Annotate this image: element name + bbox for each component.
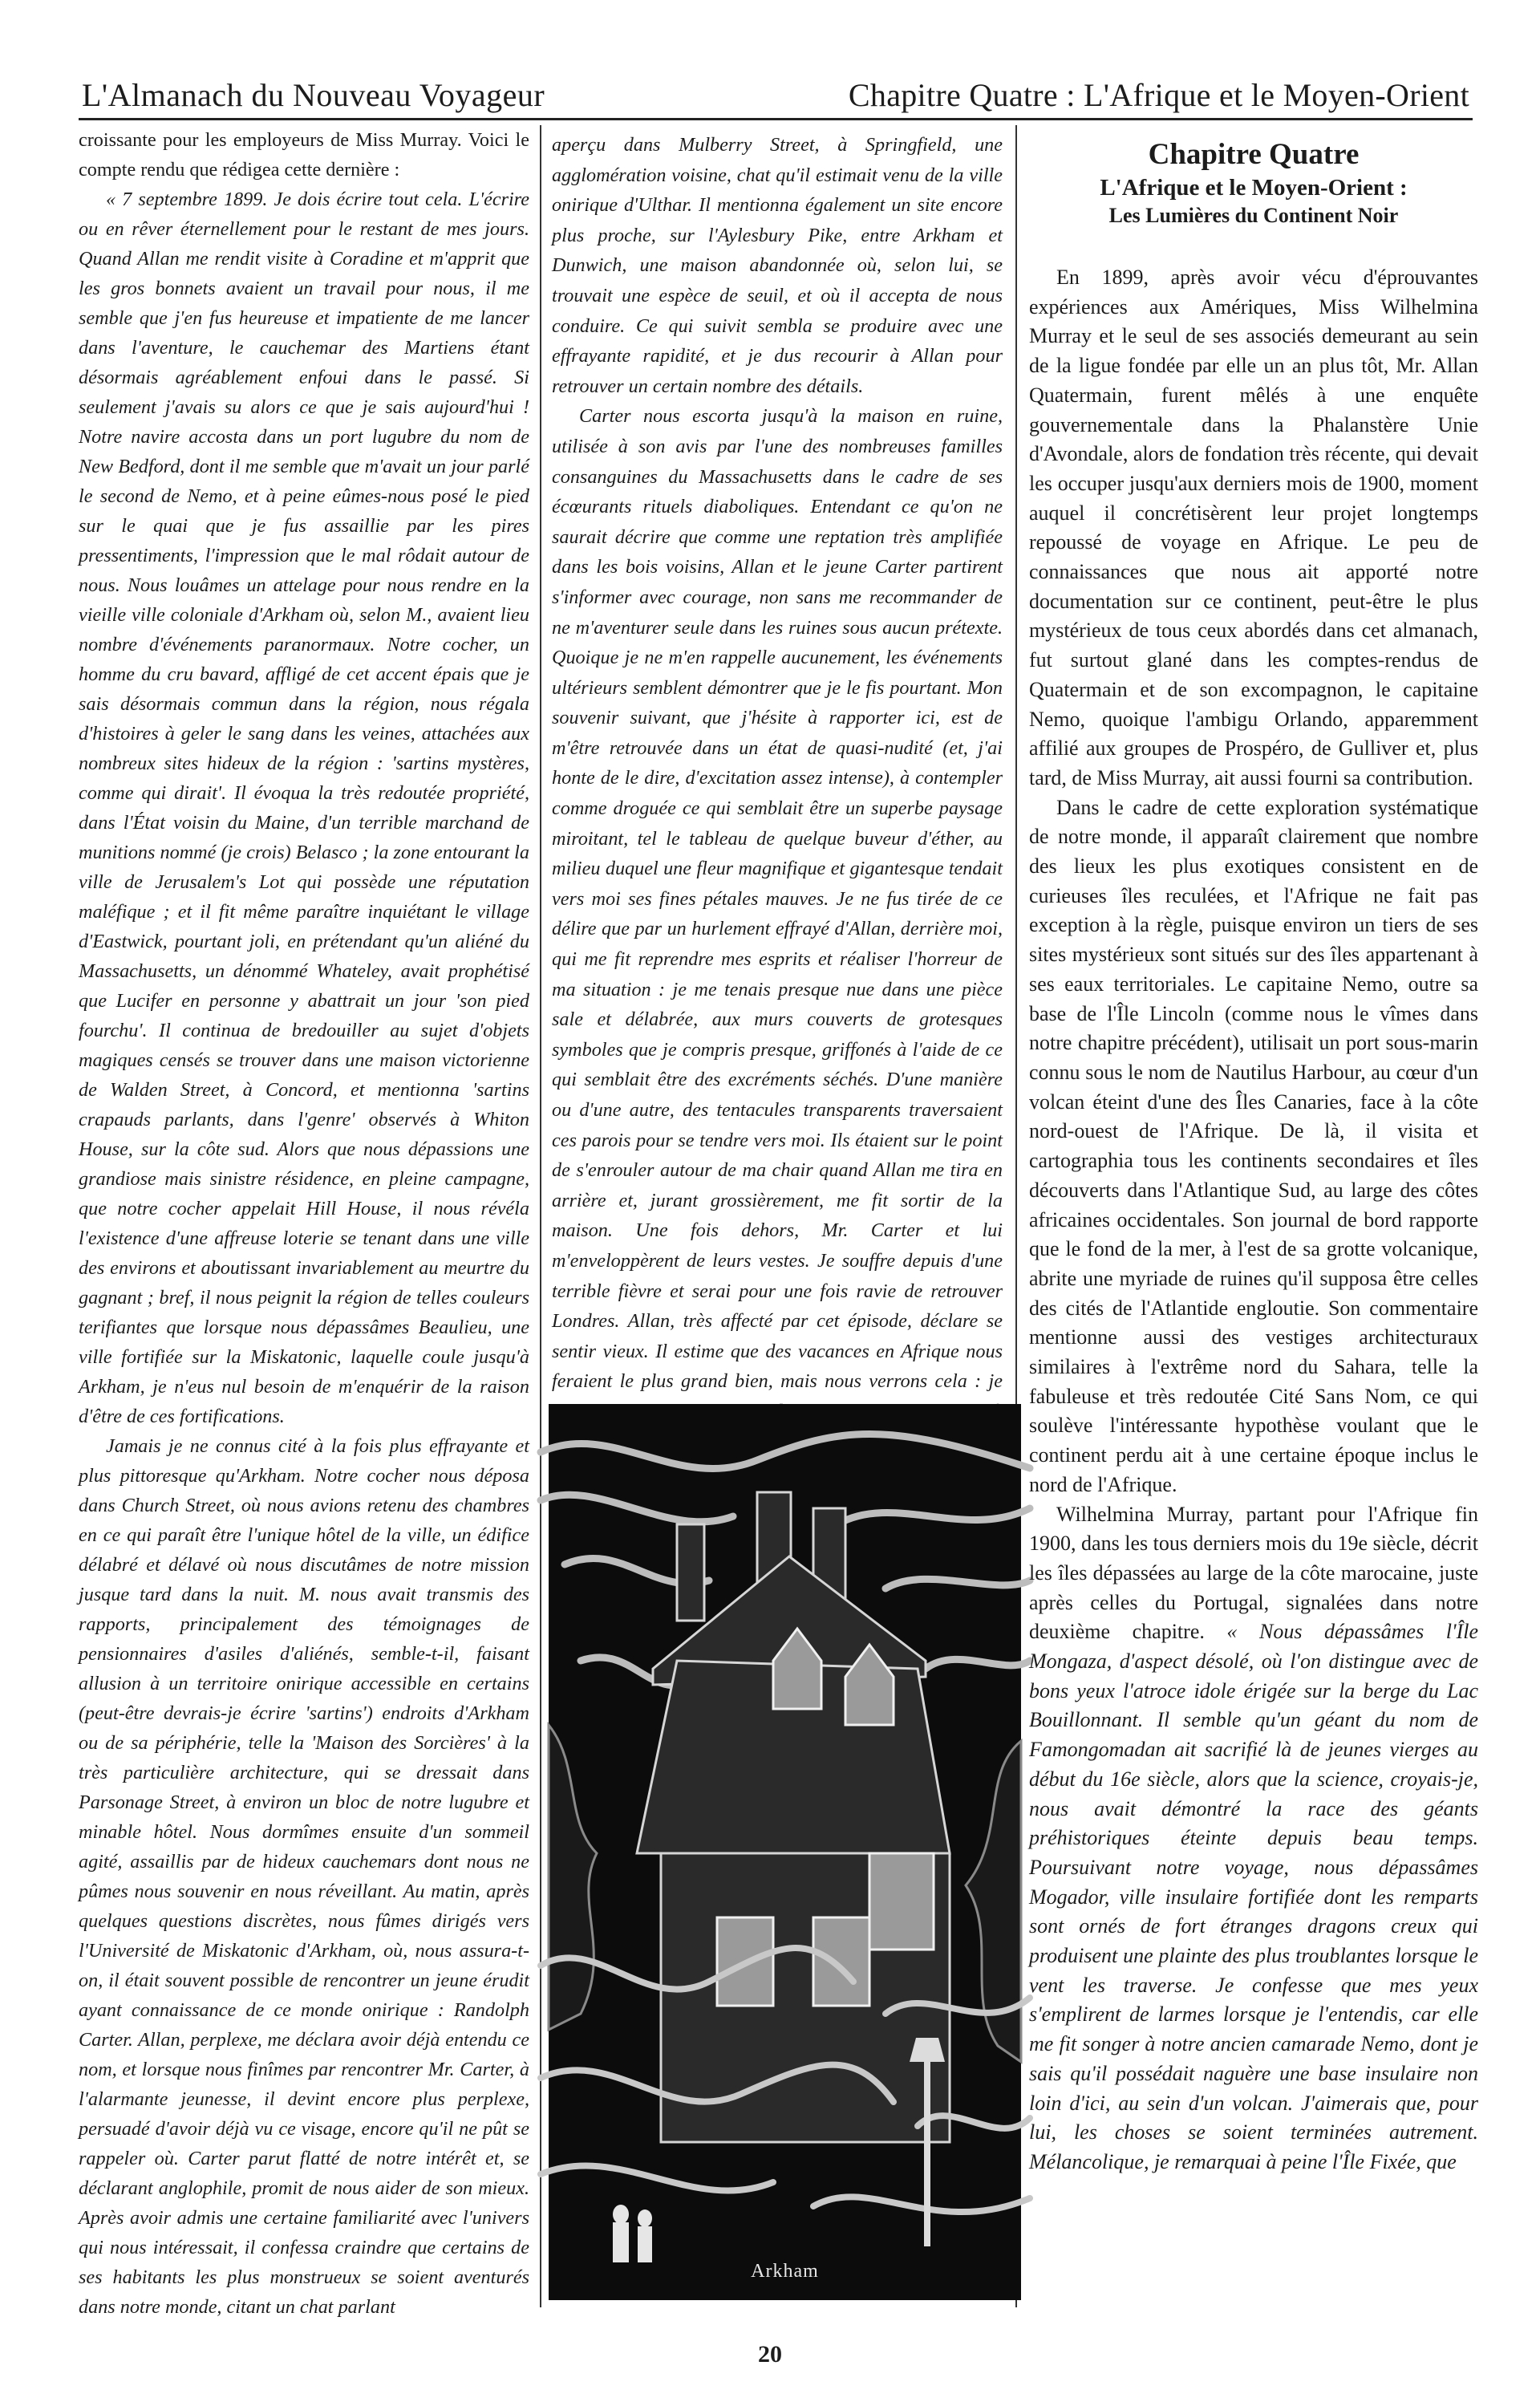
column-middle — [552, 130, 1003, 1398]
header-almanac-title: L'Almanach du Nouveau Voyageur — [82, 77, 545, 113]
chapter-title: Chapitre Quatre — [1148, 138, 1360, 171]
diary-paragraph: Jamais je ne connus cité à la fois plus effrayante et plus pittoresque qu'Arkham. Notre cocher nous déposa dans Church Street, où nous avions retenu des chambres en ce qui paraît être l'unique hôtel de la ville, un édifice délabré et délavé où nous discutâmes de notre mission jusque tard dans la nuit. M. nous avait transmis des rapports, principalement des témoignages de pensionnaires d'asiles d'aliénés, semble-t-il, faisant allusion à un territoire onirique accessible en certains (peut-être devrais-je écrire 'sartins') endroits d'Arkham ou de sa périphérie, telle la 'Maison des Sorcières' à la très particulière architecture, qui se dressait dans Parsonage Street, à environ un bloc de notre lugubre et minable hôtel. Nous dormîmes ensuite d'un sommeil agité, assaillis par de hideux cauchemars dont nous ne pûmes nous souvenir en nous réveillant. Au matin, après quelques questions discrètes, nous fûmes dirigés vers l'Université de Miskatonic d'Arkham, où, nous assura-t-on, il était souvent possible de rencontrer un jeune érudit ayant connaissance de ce monde onirique : Randolph Carter. Allan, perplexe, me déclara avoir déjà entendu ce nom, et lorsque nous finîmes par rencontrer Mr. Carter, à l'alarmante jeunesse, il devint encore plus perplexe, persuadé d'avoir déjà vu ce visage, encore qu'il ne pût se rappeler où. Carter parut flatté de notre intérêt et, se déclarant anglophile, promit de nous aider de son mieux. Après avoir admis une certaine familiarité avec l'univers qui nous intéressait, il confessa craindre que certains de ses habitants les plus monstrueux se soient aventurés dans notre monde, citant un chat parlant — [79, 1435, 529, 2318]
diary-quote: « Nous dépassâmes l'Île Mongaza, d'aspect désolé, où l'on distingue avec de bons yeux l'atroce idole érigée sur la berge du Lac Bouillonnant. Il semble qu'un géant du nom de Famongomadan ait sacrifié là de jeunes vierges au début du 16e siècle, alors que la science, croyais-je, nous avait démontré la race des géants préhistoriques éteinte depuis beau temps. Poursuivant notre voyage, nous dépassâmes Mogador, ville insulaire fortifiée dont les remparts sont ornés de fort étranges dragons creux qui produisent une plainte des plus troublantes lorsque le vent les traverse. Je confesse que mes yeux s'emplirent de larmes lorsque je l'entendis, car elle me fit songer à notre ancien camarade Nemo, dont je sais qu'il possédait naguère une base insulaire non loin d'ici, au sein d'un volcan. J'aimerais que, pour lui, les choses se soient terminées autrement. Mélancolique, je remarquai à peine l'Île Fixée, que — [1029, 1620, 1478, 2173]
header-chapter-title: Chapitre Quatre : L'Afrique et le Moyen-Orient — [848, 77, 1469, 113]
paragraph — [1029, 1500, 1478, 2177]
paragraph: croissante pour les employeurs de Miss Murray. Voici le compte rendu que rédigea cette dernière : — [79, 129, 529, 181]
paragraph: En 1899, après avoir vécu d'éprouvantes expériences aux Amériques, Miss Wilhelmina Murray et le seul de ses associés demeurant au sein de la ligue fondée par elle un an plus tôt, Mr. Allan Quatermain, furent mêlés à une enquête gouvernementale dans la Phalanstère Unie d'Avondale, alors de fondation très récente, qui devait les occuper jusqu'aux derniers mois de 1900, moment auquel il concrétisèrent leur projet longtemps repoussé de voyage en Afrique. Le peu de connaissances que nous ait apporté notre documentation sur ce continent, peut-être le plus mystérieux de tous ceux abordés dans cet almanach, fut surtout glané dans les comptes-rendus de Quatermain et de son excompagnon, le capitaine Nemo, quoique l'ambigu Orlando, apparemment affilié aux groupes de Prospéro, de Gulliver et, plus tard, de Miss Murray, ait aussi fourni sa contribution. — [1029, 266, 1478, 789]
column-left — [79, 125, 529, 2318]
chapter-subtitle-secondary: Les Lumières du Continent Noir — [1108, 204, 1399, 227]
illustration-caption: Arkham — [751, 2261, 819, 2282]
header-rule — [79, 118, 1473, 120]
haunted-house-drawing — [549, 1404, 1021, 2300]
diary-paragraph: « 7 septembre 1899. Je dois écrire tout cela. L'écrire ou en rêver éternellement pour le restant de mes jours. Quand Allan me rendit visite à Coradine et m'apprit que les gros bonnets avaient un travail pour nous, il me semble que j'en fus heureuse et impatiente de me lancer dans l'aventure, le cauchemar des Martiens étant désormais agréablement enfoui dans le passé. Si seulement j'avais su alors ce que je sais aujourd'hui ! Notre navire accosta dans un port lugubre du nom de New Bedford, dont il me semble que m'avait un jour parlé le second de Nemo, et à peine eûmes-nous posé le pied sur le quai que je fus assaillie par les pires pressentiments, l'impression que le mal rôdait autour de nous. Nous louâmes un attelage pour nous rendre en la vieille ville coloniale d'Arkham où, selon M., avaient lieu nombre d'événements paranormaux. Notre cocher, un homme du cru bavard, affligé de cet accent épais que je sais désormais commun dans la région, nous régala d'histoires à geler le sang dans les veines, attachées aux nombreux sites hideux de la région : 'sartins mystères, comme qui dirait'. Il évoqua la très redoutée propriété, dans l'État voisin du Maine, d'un terrible marchand de munitions nommé (je crois) Belasco ; la zone entourant la ville de Jerusalem's Lot qui possède une réputation maléfique ; et il fit même paraître inquiétant le village d'Eastwick, pourtant joli, en prétendant qu'un aliéné du Massachusetts, un dénommé Whateley, avait prophétisé que Lucifer en personne y abattrait un jour 'son pied fourchu'. Il continua de bredouiller au sujet d'objets magiques censés se trouver dans une maison victorienne de Walden Street, à Concord, et mentionna 'sartins crapauds parlants, dans l'genre' observés à Whiton House, sur la côte sud. Alors que nous dépassions une grandiose mais sinistre résidence, en pleine campagne, que notre cocher appelait Hill House, il nous révéla l'existence d'une affreuse loterie se tenant dans une ville des environs et aboutissant invariablement au meurtre du gagnant ; bref, il nous peignit la région de telles couleurs terifiantes que lorsque nous dépassâmes Beaulieu, une ville fortifiée sur la Miskatonic, laquelle coule jusqu'à Arkham, je n'eus nul besoin de m'enquérir de la raison d'être de ces fortifications. — [79, 189, 529, 1427]
column-right — [1029, 136, 1478, 2307]
paragraph-text: Wilhelmina Murray, partant pour l'Afrique fin 1900, dans les tous derniers mois du 19e siècle, décrit les îles dépassées au large de la côte marocaine, juste après celles du Portugal, signalées dans notre deuxième chapitre. — [1029, 1502, 1478, 1644]
chapter-heading — [1029, 136, 1478, 229]
diary-paragraph: Carter nous escorta jusqu'à la maison en ruine, utilisée à son avis par l'une des nombreuses familles consanguines du Massachusetts dans le cadre de ses écœurants rituels diaboliques. Entendant ce qu'on ne saurait décrire que comme une reptation très amplifiée dans les bois voisins, Allan et le jeune Carter partirent s'informer avec courage, non sans me recommander de ne m'aventurer seule dans les ruines sous aucun prétexte. Quoique je ne m'en rappelle aucunement, les événements ultérieurs semblent démontrer que je le fis pourtant. Mon souvenir suivant, que j'hésite à rapporter ici, est de m'être retrouvée dans un état de quasi-nudité (et, j'ai honte de le dire, d'excitation assez intense), à contempler comme droguée ce qui semblait être un superbe paysage miroitant, tel le tableau de quelque buveur d'éther, au milieu duquel une fleur magnifique et gigantesque tendait vers moi ses fines pétales mauves. Je ne fus tirée de ce délire que par un hurlement effrayé d'Allan, derrière moi, qui me fit reprendre mes esprits et réaliser l'horreur de ma situation : je me tenais presque nue dans une pièce sale et délabrée, aux murs couverts de grotesques symboles que je compris presque, griffonés à l'aide de ce qui semblait être des excréments séchés. D'une manière ou d'une autre, des tentacules transparents traversaient ces parois pour se tendre vers moi. Ils étaient sur le point de s'enrouler autour de ma chair quand Allan me tira en arrière et, jurant grossièrement, me fit sortir de la maison. Une fois dehors, Mr. Carter et lui m'enveloppèrent de leurs vestes. Je souffre depuis d'une terrible fièvre et serai pour une fois ravie de retrouver Londres. Allan, très affecté par cet épisode, déclare se sentir vieux. Il estime que des vacances en Afrique nous feraient le plus grand bien, mais nous verrons cela : je — [552, 405, 1003, 1393]
column-divider-left — [540, 125, 541, 2307]
page-number: 20 — [758, 2341, 782, 2368]
running-header — [79, 77, 1473, 120]
diary-paragraph: aperçu dans Mulberry Street, à Springfield, une agglomération voisine, chat qu'il estimait venu de la ville onirique d'Ulthar. Il mentionna également un site encore plus proche, sur l'Aylesbury Pike, entre Arkham et Dunwich, une maison abandonnée où, selon lui, se trouvait une espèce de seuil, et où il accepta de nous conduire. Ce qui suivit sembla se produire avec une effrayante rapidité, et je dus recourir à Allan pour retrouver un certain nombre des détails. — [552, 134, 1003, 397]
paragraph: Dans le cadre de cette exploration systématique de notre monde, il apparaît clairement que nombre des lieux les plus exotiques consistent en de curieuses îles reculées, et l'Afrique ne fait pas exception à la règle, puisque environ un tiers de ses sites mystérieux sont situés sur des îles appartenant à ses eaux territoriales. Le capitaine Nemo, outre sa base de l'Île Lincoln (comme nous le vîmes dans notre chapitre précédent), utilisait un port sous-marin connu sous le nom de Nautilus Harbour, au cœur d'un volcan éteint d'une des Îles Canaries, face à la côte nord-ouest de l'Afrique. De là, il visita et cartographia tous les continents secondaires et îles découverts dans l'Atlantique Sud, au large des côtes africaines occidentales. Son journal de bord rapporte que le fond de la mer, à l'est de sa grotte volcanique, abrite une myriade de ruines qu'il supposa être celles des cités de l'Atlantide engloutie. Son commentaire mentionne aussi des vestiges architecturaux similaires à l'extrême nord du Sahara, telle la fabuleuse et très redoutée Cité Sans Nom, ce qui soulève l'intéressante hypothèse voulant que le continent perdu ait à une certaine époque inclus le nord de l'Afrique. — [1029, 795, 1478, 1496]
chapter-subtitle: L'Afrique et le Moyen-Orient : — [1100, 175, 1408, 201]
arkham-illustration — [549, 1404, 1021, 2300]
